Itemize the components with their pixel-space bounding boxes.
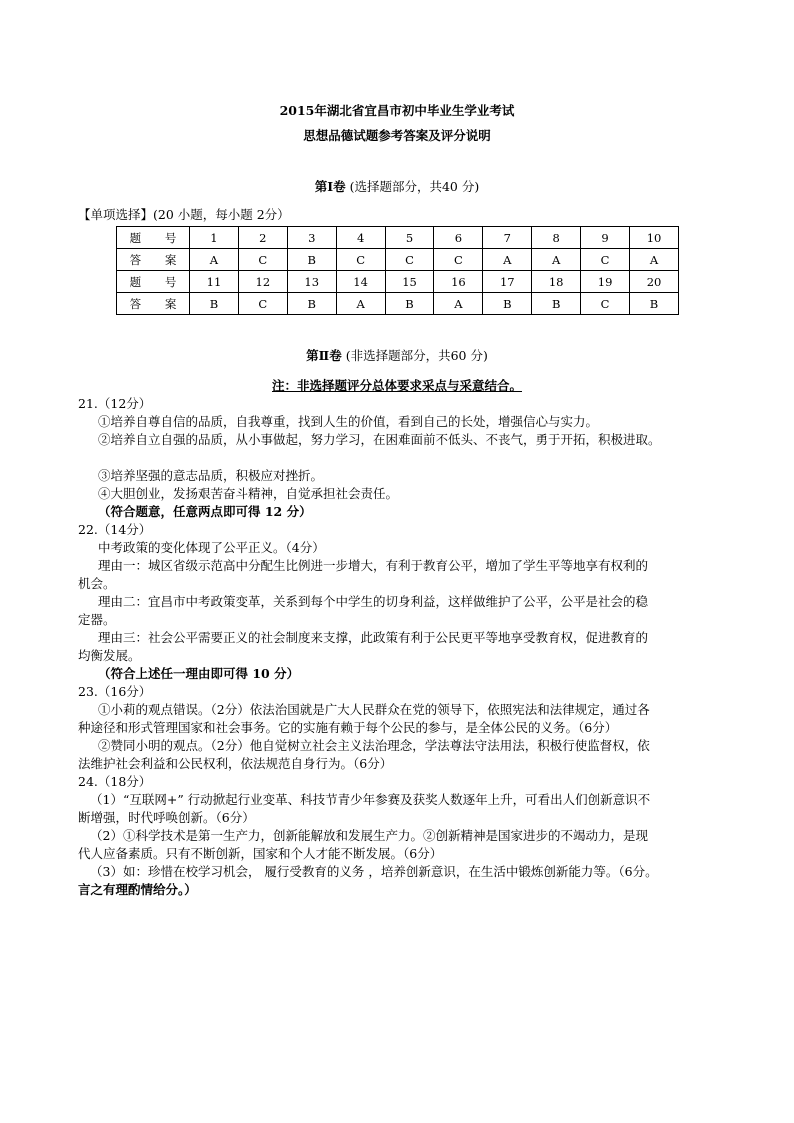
part1-subtitle: (选择题部分，共40 分) [349, 179, 480, 194]
q22-line: 均衡发展。 [78, 648, 141, 663]
table-row [117, 227, 679, 249]
table-cell: B [287, 293, 336, 315]
q21-scoring-note: （符合题意，任意两点即可得 12 分） [98, 504, 312, 519]
q21-line: ②培养自立自强的品质，从小事做起，努力学习，在困难面前不低头、不丧气，勇于开拓，积极进取。 [98, 432, 661, 447]
q23-line: 种途径和形式管理国家和社会事务。它的实施有赖于每个公民的参与，是全体公民的义务。（6分） [78, 720, 618, 735]
table-cell: 8 [532, 227, 581, 249]
table-cell: 5 [385, 227, 434, 249]
table-cell: 9 [581, 227, 630, 249]
table-cell: A [434, 293, 483, 315]
table-cell: 19 [581, 271, 630, 293]
mc-label: 【单项选择】(20 小题，每小题 2分） [78, 207, 290, 222]
q22-line: 理由二：宜昌市中考政策变革，关系到每个中学生的切身利益，这样做维护了公平，公平是社会的稳 [98, 594, 649, 609]
table-cell: A [630, 249, 679, 271]
q24-scoring-note: 言之有理酌情给分。） [78, 882, 197, 897]
q23-heading: 23.（16分） [78, 684, 152, 699]
part2-title: 第Ⅱ卷 [306, 348, 342, 363]
q23-line: ①小莉的观点错误。（2分）依法治国就是广大人民群众在党的领导下，依照宪法和法律规定，通过各 [98, 702, 650, 717]
q24-line: （3）如：珍惜在校学习机会， 履行受教育的义务 ，培养创新意识，在生活中锻炼创新能力等。（6分。 [90, 864, 658, 879]
q21-line: ③培养坚强的意志品质，积极应对挫折。 [98, 468, 324, 483]
q23-line: ②赞同小明的观点。（2分）他自觉树立社会主义法治理念，学法尊法守法用法，积极行使监督权，依 [98, 738, 650, 753]
q21-line: ④大胆创业，发扬艰苦奋斗精神，自觉承担社会责任。 [98, 486, 399, 501]
table-cell: C [581, 249, 630, 271]
q-label-cell: 题 号 [117, 271, 190, 293]
q24-heading: 24.（18分） [78, 774, 152, 789]
table-row [117, 293, 679, 315]
answer-table [116, 226, 679, 315]
table-cell: 11 [190, 271, 239, 293]
table-cell: A [190, 249, 239, 271]
q24-line: （1）“互联网+” 行动掀起行业变革、科技节青少年参赛及获奖人数逐年上升，可看出人们创新意识不 [90, 792, 651, 807]
scoring-note: 注：非选择题评分总体要求采点与采意结合。 [271, 378, 522, 393]
q-label-cell: 题 号 [117, 227, 190, 249]
table-cell: A [336, 293, 385, 315]
table-cell: 2 [238, 227, 287, 249]
table-cell: 1 [190, 227, 239, 249]
q21-heading: 21.（12分） [78, 396, 152, 411]
table-cell: C [336, 249, 385, 271]
table-cell: 17 [483, 271, 532, 293]
q22-scoring-note: （符合上述任一理由即可得 10 分） [98, 666, 300, 681]
table-cell: C [581, 293, 630, 315]
table-cell: C [238, 249, 287, 271]
table-cell: 20 [630, 271, 679, 293]
table-cell: C [385, 249, 434, 271]
table-cell: 7 [483, 227, 532, 249]
table-cell: B [190, 293, 239, 315]
table-cell: C [434, 249, 483, 271]
q24-line: （2）①科学技术是第一生产力，创新能解放和发展生产力。②创新精神是国家进步的不竭动力，是现 [90, 828, 648, 843]
doc-subtitle: 思想品德试题参考答案及评分说明 [303, 128, 491, 143]
table-cell: 16 [434, 271, 483, 293]
table-cell: 13 [287, 271, 336, 293]
table-cell: A [483, 249, 532, 271]
q22-line: 中考政策的变化体现了公平正义。（4分） [98, 540, 325, 555]
q21-line: ①培养自尊自信的品质，自我尊重，找到人生的价值，看到自己的长处，增强信心与实力。 [98, 414, 599, 429]
table-cell: 6 [434, 227, 483, 249]
q24-line: 断增强，时代呼唤创新。（6分） [78, 810, 255, 825]
q22-line: 机会。 [78, 576, 116, 591]
a-label-cell: 答 案 [117, 293, 190, 315]
table-cell: 10 [630, 227, 679, 249]
q23-line: 法维护社会利益和公民权利，依法规范自身行为。（6分） [78, 756, 393, 771]
q22-line: 理由一：城区省级示范高中分配生比例进一步增大，有利于教育公平，增加了学生平等地享有权利的 [98, 558, 649, 573]
table-cell: A [532, 249, 581, 271]
part1-title: 第Ⅰ卷 [314, 179, 346, 194]
table-cell: 12 [238, 271, 287, 293]
doc-title: 2015年湖北省宜昌市初中毕业生学业考试 [279, 103, 515, 118]
q22-line: 理由三：社会公平需要正义的社会制度来支撑，此政策有利于公民更平等地享受教育权，促进教育的 [98, 630, 649, 645]
table-cell: 18 [532, 271, 581, 293]
q22-line: 定器。 [78, 612, 116, 627]
table-cell: 15 [385, 271, 434, 293]
q24-line: 代人应备素质。只有不断创新，国家和个人才能不断发展。（6分） [78, 846, 443, 861]
table-cell: B [385, 293, 434, 315]
part2-subtitle: (非选择题部分，共60 分) [345, 348, 488, 363]
table-cell: C [238, 293, 287, 315]
table-row [117, 271, 679, 293]
q22-heading: 22.（14分） [78, 522, 152, 537]
table-cell: B [532, 293, 581, 315]
table-cell: B [630, 293, 679, 315]
table-cell: 14 [336, 271, 385, 293]
table-cell: 4 [336, 227, 385, 249]
table-cell: B [287, 249, 336, 271]
table-cell: B [483, 293, 532, 315]
table-row [117, 249, 679, 271]
part2-heading [0, 346, 794, 364]
a-label-cell: 答 案 [117, 249, 190, 271]
part1-heading [0, 177, 794, 195]
table-cell: 3 [287, 227, 336, 249]
